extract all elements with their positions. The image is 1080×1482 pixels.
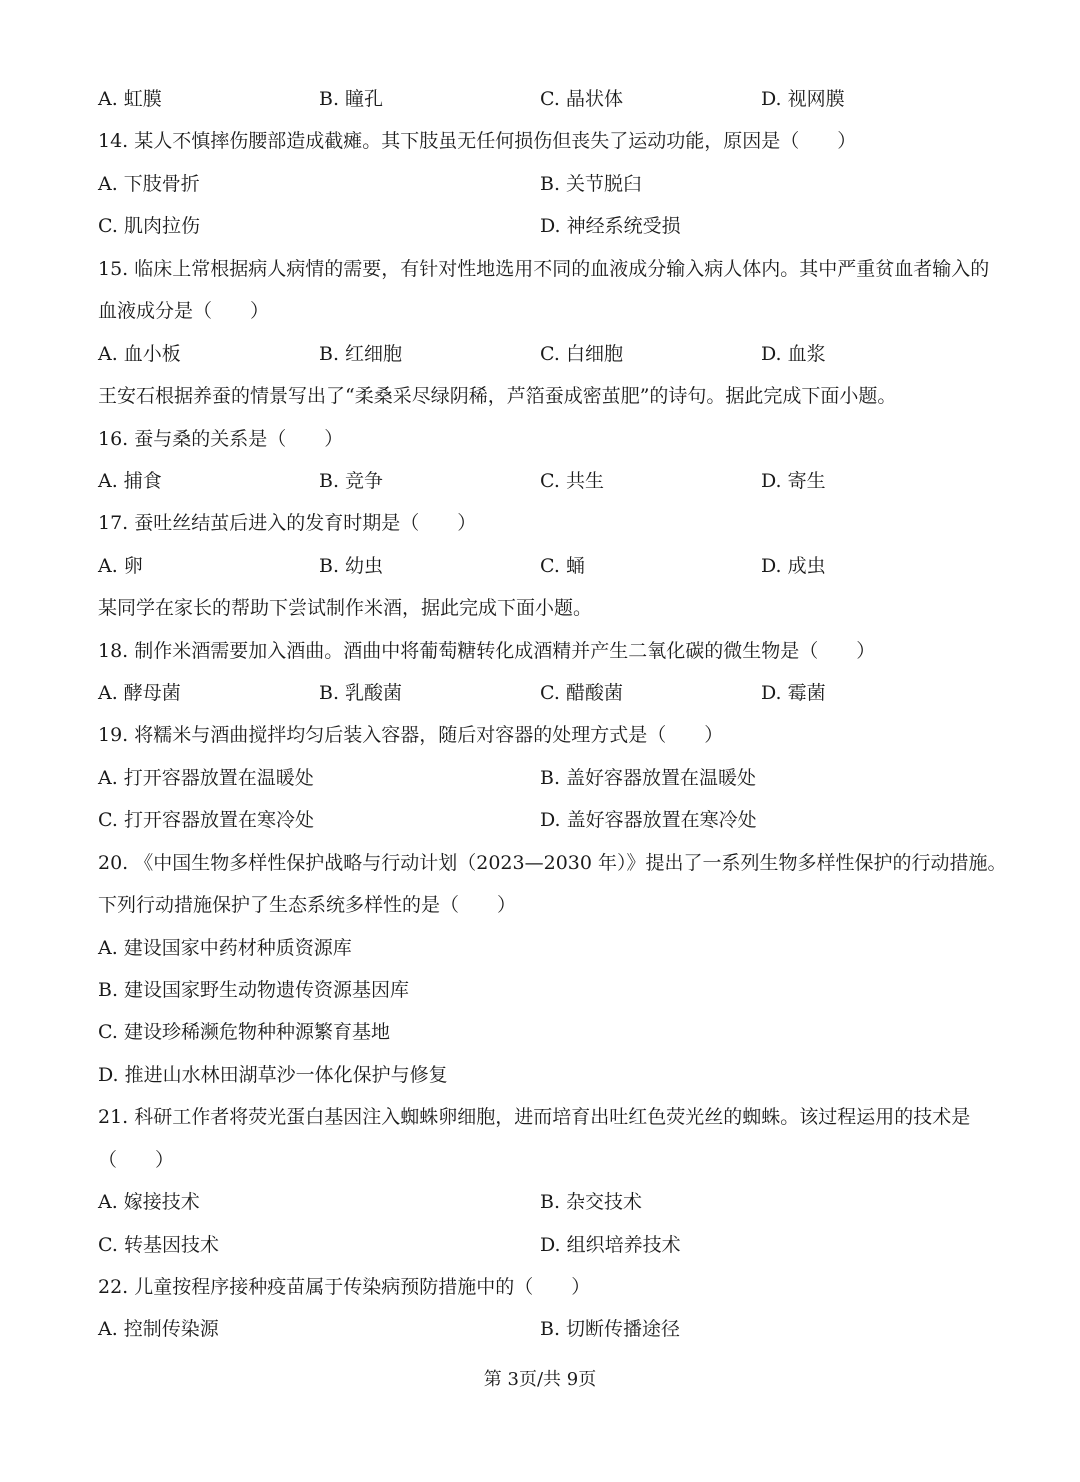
q15-option-b: B. 红细胞 xyxy=(319,343,403,365)
q13-option-d: D. 视网膜 xyxy=(761,88,845,110)
q14-option-a: A. 下肢骨折 xyxy=(98,173,200,195)
q15-stem-line2: 血液成分是（ ） xyxy=(98,300,270,322)
q20-option-c: C. 建设珍稀濒危物种种源繁育基地 xyxy=(98,1021,390,1043)
q15-option-c: C. 白细胞 xyxy=(540,343,623,365)
q19-option-d: D. 盖好容器放置在寒冷处 xyxy=(540,809,757,831)
passage-rice-wine: 某同学在家长的帮助下尝试制作米酒，据此完成下面小题。 xyxy=(98,597,593,619)
q20-stem-line2: 下列行动措施保护了生态系统多样性的是（ ） xyxy=(98,894,517,916)
q14-stem: 14. 某人不慎摔伤腰部造成截瘫。其下肢虽无任何损伤但丧失了运动功能，原因是（ ） xyxy=(98,130,857,152)
q22-stem: 22. 儿童按程序接种疫苗属于传染病预防措施中的（ ） xyxy=(98,1276,591,1298)
q16-option-d: D. 寄生 xyxy=(761,470,826,492)
q13-option-a: A. 虹膜 xyxy=(98,88,162,110)
q18-option-d: D. 霉菌 xyxy=(761,682,826,704)
q16-option-a: A. 捕食 xyxy=(98,470,162,492)
q17-option-b: B. 幼虫 xyxy=(319,555,384,577)
q19-option-a: A. 打开容器放置在温暖处 xyxy=(98,767,314,789)
q21-option-b: B. 杂交技术 xyxy=(540,1191,643,1213)
q19-stem: 19. 将糯米与酒曲搅拌均匀后装入容器，随后对容器的处理方式是（ ） xyxy=(98,724,724,746)
passage-silkworm-poem: 王安石根据养蚕的情景写出了“柔桑采尽绿阴稀，芦箔蚕成密茧肥”的诗句。据此完成下面小题。 xyxy=(98,385,897,407)
q20-option-a: A. 建设国家中药材种质资源库 xyxy=(98,937,352,959)
q21-stem-line1: 21. 科研工作者将荧光蛋白基因注入蜘蛛卵细胞，进而培育出吐红色荧光丝的蜘蛛。该过程运用的技术是 xyxy=(98,1106,971,1128)
q18-option-b: B. 乳酸菌 xyxy=(319,682,403,704)
q15-stem-line1: 15. 临床上常根据病人病情的需要，有针对性地选用不同的血液成分输入病人体内。其中严重贫血者输入的 xyxy=(98,258,990,280)
q18-option-c: C. 醋酸菌 xyxy=(540,682,623,704)
q17-option-d: D. 成虫 xyxy=(761,555,826,577)
q18-stem: 18. 制作米酒需要加入酒曲。酒曲中将葡萄糖转化成酒精并产生二氧化碳的微生物是（ ） xyxy=(98,640,876,662)
q17-option-c: C. 蛹 xyxy=(540,555,585,577)
q17-stem: 17. 蚕吐丝结茧后进入的发育时期是（ ） xyxy=(98,512,477,534)
q21-stem-line2: （ ） xyxy=(98,1149,175,1171)
q21-option-c: C. 转基因技术 xyxy=(98,1234,219,1256)
q22-option-b: B. 切断传播途径 xyxy=(540,1318,681,1340)
q20-option-d: D. 推进山水林田湖草沙一体化保护与修复 xyxy=(98,1064,448,1086)
q14-option-d: D. 神经系统受损 xyxy=(540,215,681,237)
q15-option-a: A. 血小板 xyxy=(98,343,181,365)
q16-option-c: C. 共生 xyxy=(540,470,604,492)
q20-stem-line1: 20. 《中国生物多样性保护战略与行动计划（2023—2030 年）》提出了一系列生物多样性保护的行动措施。 xyxy=(98,852,1007,874)
q13-option-c: C. 晶状体 xyxy=(540,88,623,110)
q16-option-b: B. 竞争 xyxy=(319,470,384,492)
q19-option-b: B. 盖好容器放置在温暖处 xyxy=(540,767,757,789)
q16-stem: 16. 蚕与桑的关系是（ ） xyxy=(98,428,344,450)
q13-option-b: B. 瞳孔 xyxy=(319,88,384,110)
q14-option-b: B. 关节脱臼 xyxy=(540,173,643,195)
q21-option-d: D. 组织培养技术 xyxy=(540,1234,681,1256)
q18-option-a: A. 酵母菌 xyxy=(98,682,181,704)
q22-option-a: A. 控制传染源 xyxy=(98,1318,219,1340)
q19-option-c: C. 打开容器放置在寒冷处 xyxy=(98,809,314,831)
q14-option-c: C. 肌肉拉伤 xyxy=(98,215,200,237)
q20-option-b: B. 建设国家野生动物遗传资源基因库 xyxy=(98,979,410,1001)
q15-option-d: D. 血浆 xyxy=(761,343,826,365)
q17-option-a: A. 卵 xyxy=(98,555,143,577)
page-number-footer: 第 3页/共 9页 xyxy=(483,1369,597,1390)
q21-option-a: A. 嫁接技术 xyxy=(98,1191,200,1213)
